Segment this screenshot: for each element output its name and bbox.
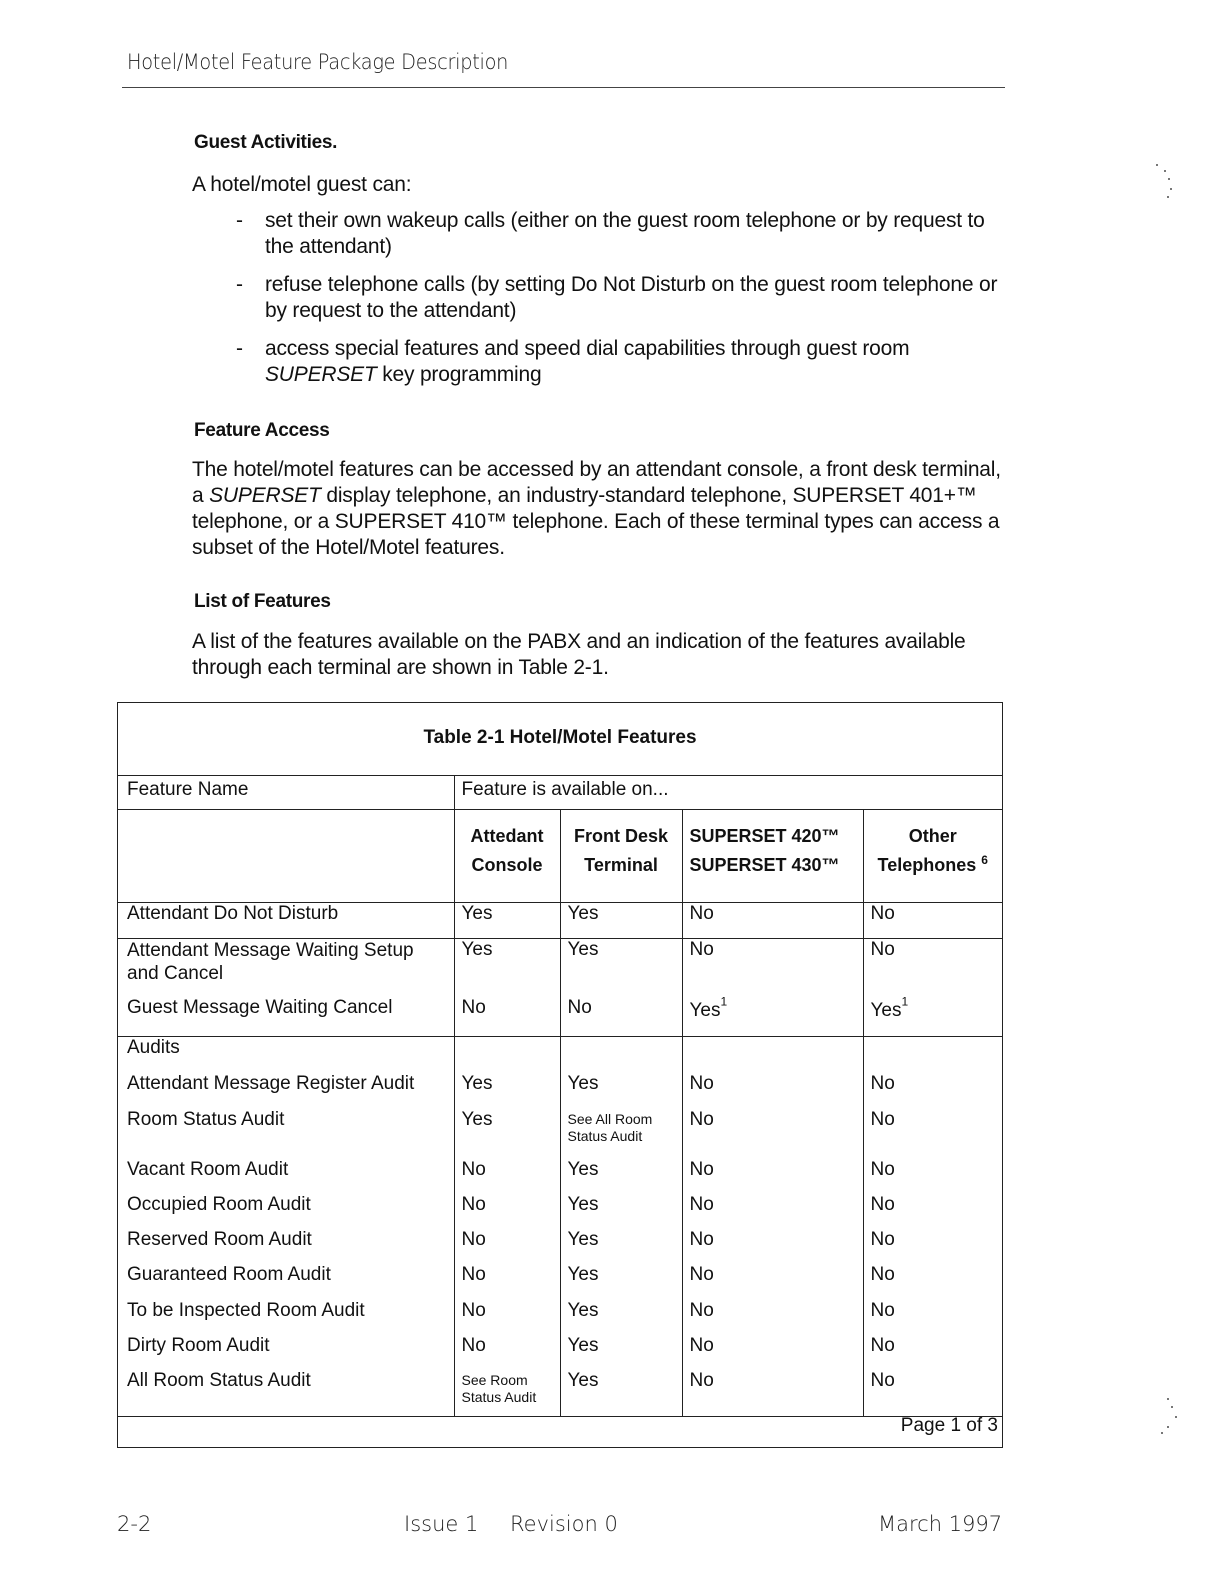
value-cell: [454, 1370, 560, 1417]
value-cell: No: [454, 1194, 560, 1229]
header-rule: [122, 87, 1005, 88]
guest-activities-heading: Guest Activities.: [194, 132, 338, 153]
header-line: Front Desk: [573, 826, 669, 846]
column-header-front-desk: [560, 810, 682, 903]
value-text: See All Room Status Audit: [567, 1110, 653, 1144]
column-header-available-on: Feature is available on...: [454, 776, 1002, 810]
value-cell: No: [863, 939, 1002, 997]
value-cell: Yes: [560, 1264, 682, 1300]
column-header-superset: [682, 810, 863, 903]
value-cell: No: [454, 997, 560, 1037]
value-cell: Yes: [560, 1194, 682, 1229]
header-line: Attedant: [470, 826, 544, 846]
empty-cell: [454, 1037, 560, 1073]
value-cell: Yes: [560, 1229, 682, 1264]
value-cell: Yes: [560, 1159, 682, 1194]
value-cell: [560, 1109, 682, 1159]
features-table: [118, 775, 1002, 1417]
header-line: Console: [471, 855, 543, 875]
value-cell: Yes: [560, 1370, 682, 1417]
feature-access-heading: Feature Access: [194, 420, 330, 441]
header-line: Terminal: [584, 855, 658, 875]
list-of-features-paragraph: A list of the features available on the PABX and an indication of the features available through each terminal are shown in Table 2-1.: [192, 630, 966, 679]
value-text: Yes: [689, 999, 721, 1021]
product-name: SUPERSET: [209, 484, 321, 507]
empty-cell: [863, 1037, 1002, 1073]
table-header-row: [118, 776, 1002, 810]
bullet-dash: -: [236, 273, 243, 296]
table-row: [118, 903, 1002, 939]
value-text: Yes: [870, 999, 902, 1021]
table-row: [118, 1109, 1002, 1159]
value-cell: [863, 994, 1002, 1037]
value-cell: No: [454, 1159, 560, 1194]
table-group-row: [118, 1037, 1002, 1073]
footer-date: March 1997: [878, 1512, 1003, 1536]
features-table-frame: [117, 702, 1003, 1448]
feature-name-cell: Occupied Room Audit: [127, 1193, 311, 1215]
table-row: [118, 1264, 1002, 1300]
value-cell: No: [863, 1194, 1002, 1229]
text-segment: The hotel/motel features can be accessed by an attendant console, a front desk terminal, a: [192, 458, 1001, 507]
feature-name-cell: Attendant Message Waiting Setup and Cancel: [127, 940, 414, 984]
value-cell: No: [863, 1300, 1002, 1335]
value-cell: No: [454, 1229, 560, 1264]
feature-name-cell: To be Inspected Room Audit: [127, 1299, 365, 1321]
scan-artifact: [1150, 162, 1180, 202]
footer-page-number: 2-2: [117, 1512, 152, 1536]
list-of-features-heading: List of Features: [194, 591, 331, 612]
value-cell: No: [682, 1370, 863, 1417]
value-cell: No: [454, 1300, 560, 1335]
value-cell: Yes: [454, 939, 560, 997]
group-label-audits: Audits: [127, 1037, 180, 1058]
value-cell: Yes: [454, 1073, 560, 1109]
feature-name-cell: Guaranteed Room Audit: [127, 1263, 331, 1285]
value-cell: No: [682, 1109, 863, 1159]
feature-name-cell: Dirty Room Audit: [127, 1334, 270, 1356]
column-header-feature-name: Feature Name: [118, 776, 454, 810]
scan-artifact: [1155, 1398, 1185, 1438]
feature-name-cell: Attendant Do Not Disturb: [118, 903, 454, 939]
value-cell: No: [863, 1159, 1002, 1194]
text-segment: key programming: [376, 363, 542, 386]
list-item: [236, 208, 1016, 260]
list-item: [236, 272, 1016, 324]
feature-name-cell: Guest Message Waiting Cancel: [118, 997, 454, 1037]
feature-name-cell: Vacant Room Audit: [127, 1158, 289, 1180]
guest-activities-list: [236, 208, 1016, 400]
footnote-marker: 1: [720, 994, 728, 1009]
value-cell: [682, 994, 863, 1037]
header-line: SUPERSET 430™: [689, 855, 840, 875]
value-cell: No: [682, 1194, 863, 1229]
feature-name-cell: Attendant Message Register Audit: [127, 1072, 415, 1094]
footer-issue: Issue 1: [404, 1512, 479, 1536]
bullet-dash: -: [236, 209, 243, 232]
value-cell: No: [682, 903, 863, 939]
column-header-other-telephones: [863, 810, 1002, 903]
feature-name-cell: Reserved Room Audit: [127, 1228, 312, 1250]
value-cell: Yes: [560, 1073, 682, 1109]
value-cell: No: [454, 1335, 560, 1370]
value-cell: No: [682, 939, 863, 997]
table-row: [118, 1335, 1002, 1370]
list-item-text: [265, 337, 909, 386]
value-cell: No: [682, 1229, 863, 1264]
value-cell: No: [863, 1229, 1002, 1264]
header-line: Other: [908, 826, 957, 846]
header-line: SUPERSET 420™: [689, 826, 840, 846]
footnote-marker: 1: [901, 994, 909, 1009]
value-cell: No: [682, 1335, 863, 1370]
value-cell: No: [560, 997, 682, 1037]
value-cell: No: [863, 1335, 1002, 1370]
table-row: [118, 1300, 1002, 1335]
list-item-text: refuse telephone calls (by setting Do Not Disturb on the guest room telephone or by request to the attendant): [265, 273, 998, 322]
value-cell: No: [454, 1264, 560, 1300]
table-page-indicator: Page 1 of 3: [900, 1415, 998, 1436]
table-row: [118, 1159, 1002, 1194]
feature-name-cell: All Room Status Audit: [118, 1370, 454, 1417]
value-text: See Room Status Audit: [461, 1371, 537, 1405]
table-subheader-row: [118, 810, 1002, 903]
header-line: Telephones: [877, 855, 977, 875]
footnote-marker: 6: [981, 853, 988, 867]
column-header-attendant-console: [454, 810, 560, 903]
feature-name-cell: Room Status Audit: [127, 1108, 285, 1130]
table-title: Table 2-1 Hotel/Motel Features: [423, 727, 697, 748]
value-cell: No: [863, 903, 1002, 939]
bullet-dash: -: [236, 337, 243, 360]
value-cell: Yes: [454, 1109, 560, 1159]
feature-access-paragraph: [192, 457, 1007, 561]
list-item: [236, 336, 1016, 388]
running-header: Hotel/Motel Feature Package Description: [127, 50, 509, 74]
guest-activities-intro: A hotel/motel guest can:: [192, 173, 412, 196]
value-cell: No: [863, 1370, 1002, 1417]
value-cell: No: [863, 1264, 1002, 1300]
value-cell: No: [863, 1109, 1002, 1159]
value-cell: Yes: [560, 903, 682, 939]
text-segment: access special features and speed dial capabilities through guest room: [265, 337, 910, 360]
table-row: [118, 997, 1002, 1037]
value-cell: No: [682, 1264, 863, 1300]
product-name: SUPERSET: [265, 363, 377, 386]
empty-header-cell: [118, 810, 454, 903]
value-cell: Yes: [560, 939, 682, 997]
text-segment: display telephone, an industry-standard telephone, SUPERSET 401+™ telephone, or a SUPERSET 410™ telephone. Each of these terminal types can access a subset of the Hotel/Motel features.: [192, 484, 1000, 559]
value-cell: No: [863, 1073, 1002, 1109]
footer-revision: Revision 0: [510, 1512, 618, 1536]
table-row: [118, 1370, 1002, 1417]
value-cell: Yes: [560, 1335, 682, 1370]
table-row: [118, 1194, 1002, 1229]
empty-cell: [682, 1037, 863, 1073]
table-row: [118, 939, 1002, 997]
table-row: [118, 1229, 1002, 1264]
value-cell: No: [682, 1073, 863, 1109]
list-item-text: set their own wakeup calls (either on the guest room telephone or by request to the attendant): [265, 209, 985, 258]
table-row: [118, 1073, 1002, 1109]
empty-cell: [560, 1037, 682, 1073]
value-cell: No: [682, 1300, 863, 1335]
value-cell: No: [682, 1159, 863, 1194]
value-cell: Yes: [454, 903, 560, 939]
value-cell: Yes: [560, 1300, 682, 1335]
